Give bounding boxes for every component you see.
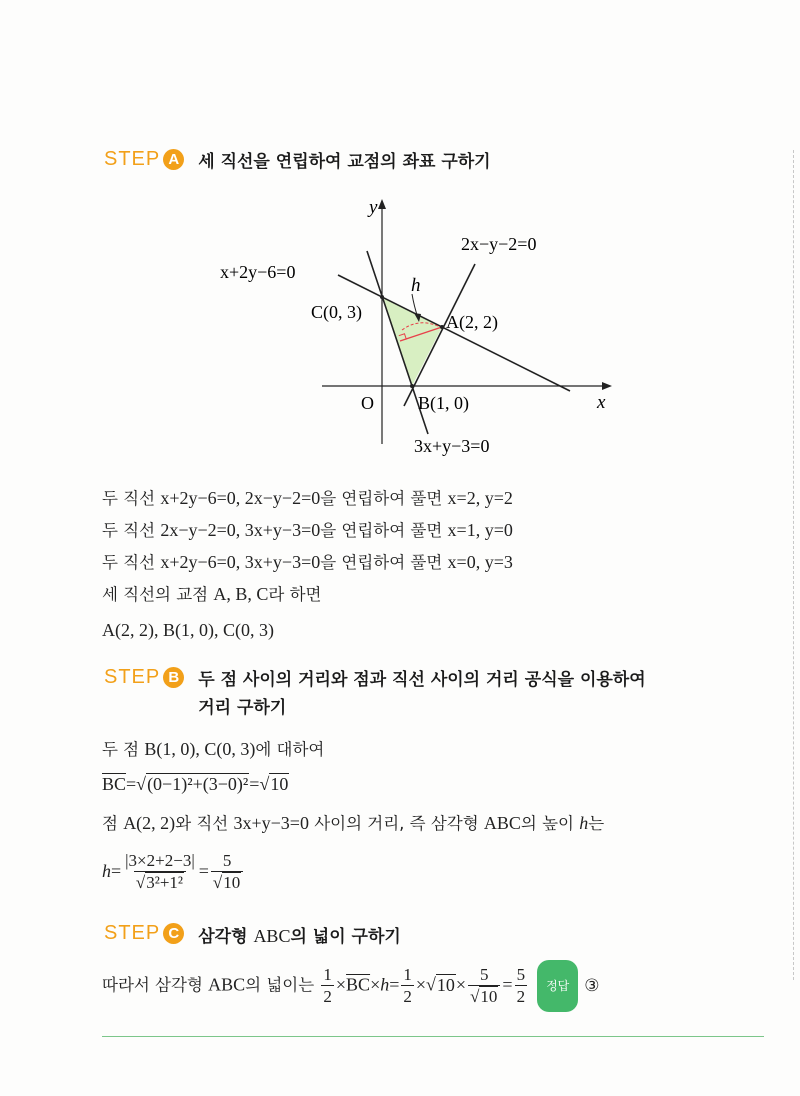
step-b-header bbox=[104, 666, 646, 722]
times: × bbox=[335, 974, 347, 995]
x-axis-arrow bbox=[602, 382, 612, 390]
numerator: 5 bbox=[480, 964, 489, 984]
point-a-label: A(2, 2) bbox=[446, 312, 498, 332]
y-axis-label: y bbox=[369, 197, 378, 218]
answer-badge: 정답 bbox=[537, 960, 578, 1012]
line1-equation-label: x+2y−6=0 bbox=[220, 262, 296, 282]
math-points: B(1, 0), C(0, 3) bbox=[144, 739, 256, 759]
text: 라 하면 bbox=[268, 585, 322, 604]
text: 두 직선 bbox=[102, 489, 161, 508]
equals: = bbox=[389, 974, 400, 995]
area-result-fraction bbox=[515, 965, 528, 1008]
text: 두 직선 bbox=[102, 553, 161, 572]
radicand: 10 bbox=[436, 974, 455, 995]
denominator: 2 bbox=[516, 986, 526, 1006]
text: 의 넓이는 bbox=[245, 975, 320, 995]
line2-equation-label: 2x−y−2=0 bbox=[461, 234, 537, 254]
math-result: x=2, y=2 bbox=[447, 488, 513, 508]
numerator: |3×2+2−3| bbox=[125, 851, 195, 870]
step-c-title bbox=[198, 922, 401, 951]
step-a-tag bbox=[104, 148, 184, 171]
segment-bc: $\overline{BC}$ bbox=[102, 774, 127, 794]
point-b-label: B(1, 0) bbox=[418, 393, 469, 413]
text: 점 bbox=[102, 814, 124, 833]
equals: = bbox=[198, 861, 209, 881]
math-points: A, B, C bbox=[213, 584, 269, 604]
text: 의 넓이 구하기 bbox=[290, 927, 401, 947]
step-a-line-5 bbox=[102, 619, 274, 642]
math-point-a: A(2, 2) bbox=[123, 813, 176, 833]
step-b-tag bbox=[104, 666, 184, 689]
equals: = bbox=[502, 974, 513, 995]
text: 을 연립하여 풀면 bbox=[320, 521, 448, 540]
math-result: x=1, y=0 bbox=[447, 520, 513, 540]
denominator: √3²+1² bbox=[134, 871, 186, 894]
denominator: √10 bbox=[468, 985, 500, 1008]
radicand: (0−1)²+(3−0)² bbox=[147, 774, 249, 794]
text: 따라서 삼각형 bbox=[102, 975, 209, 995]
point-c-dot bbox=[380, 295, 384, 299]
text: 을 연립하여 풀면 bbox=[320, 553, 448, 572]
numerator: 1 bbox=[403, 964, 412, 984]
numerator: 5 bbox=[516, 964, 526, 984]
x-axis-label: x bbox=[597, 392, 606, 413]
y-axis-arrow bbox=[378, 199, 386, 209]
equals: = bbox=[111, 861, 122, 881]
step-b-title-line1: 두 점 사이의 거리와 점과 직선 사이의 거리 공식을 이용하여 bbox=[198, 670, 646, 690]
step-word: STEP bbox=[104, 666, 161, 688]
step-c-tag bbox=[104, 922, 184, 945]
denominator: 2 bbox=[323, 986, 332, 1006]
math-h: h bbox=[380, 974, 390, 995]
math-equations: x+2y−6=0, 3x+y−3=0 bbox=[160, 552, 321, 572]
h-label: h bbox=[411, 275, 421, 296]
numerator: 1 bbox=[323, 964, 332, 984]
radicand: 3²+1² bbox=[146, 873, 183, 892]
text: 의 높이 bbox=[520, 814, 580, 833]
step-c-header bbox=[104, 922, 401, 951]
times: × bbox=[370, 974, 381, 995]
text: 두 직선 bbox=[102, 521, 161, 540]
half-fraction bbox=[401, 965, 414, 1008]
sqrt-10: √10 bbox=[259, 774, 289, 794]
math-abc: ABC bbox=[253, 926, 291, 946]
segment-bc: $\overline{BC}$ bbox=[346, 974, 371, 995]
math-equations: x+2y−6=0, 2x−y−2=0 bbox=[160, 488, 321, 508]
text: 에 대하여 bbox=[255, 740, 325, 759]
denominator: 2 bbox=[403, 986, 412, 1006]
radicand: 10 bbox=[480, 986, 498, 1006]
numerator: 5 bbox=[222, 851, 232, 870]
line3-equation-label: 3x+y−3=0 bbox=[414, 436, 490, 456]
height-result-fraction bbox=[211, 851, 243, 894]
step-a-line-2 bbox=[102, 519, 513, 542]
denominator: √10 bbox=[211, 871, 243, 894]
text: 사이의 거리, 즉 삼각형 bbox=[308, 814, 484, 833]
step-a-header bbox=[104, 148, 491, 176]
step-letter-badge: C bbox=[163, 923, 184, 944]
step-b-line-3 bbox=[102, 812, 604, 835]
height-fraction bbox=[123, 851, 197, 894]
math-result: x=0, y=3 bbox=[447, 552, 513, 572]
point-c-label: C(0, 3) bbox=[311, 302, 362, 322]
math-h: h bbox=[579, 813, 589, 833]
text: 삼각형 bbox=[198, 927, 254, 947]
point-a-dot bbox=[440, 325, 444, 329]
times: × bbox=[415, 974, 427, 995]
text: 두 점 bbox=[102, 740, 145, 759]
step-word: STEP bbox=[104, 922, 161, 944]
origin-label: O bbox=[361, 393, 374, 413]
step-letter-badge: A bbox=[163, 149, 184, 170]
text: 을 연립하여 풀면 bbox=[320, 489, 448, 508]
math-abc: ABC bbox=[208, 974, 246, 995]
equals: = bbox=[249, 774, 260, 794]
step-word: STEP bbox=[104, 148, 161, 170]
step-a-line-4 bbox=[102, 583, 321, 606]
radicand: 10 bbox=[223, 873, 241, 892]
height-result-fraction bbox=[468, 965, 500, 1008]
coordinate-graph bbox=[200, 185, 630, 465]
line-x-plus-2y bbox=[338, 275, 570, 391]
step-b-line-1 bbox=[102, 738, 324, 761]
radicand: 10 bbox=[270, 774, 289, 794]
step-a-line-3 bbox=[102, 551, 513, 574]
step-b-title-line2: 거리 구하기 bbox=[198, 698, 287, 718]
math-line: 3x+y−3=0 bbox=[233, 813, 309, 833]
answer-choice: ③ bbox=[584, 976, 600, 996]
text: 와 직선 bbox=[175, 814, 234, 833]
math-h: h bbox=[102, 861, 111, 881]
half-fraction bbox=[321, 965, 334, 1008]
step-b-title bbox=[198, 666, 645, 722]
sqrt-expression: √(0−1)²+(3−0)² bbox=[136, 774, 249, 794]
times: × bbox=[455, 974, 467, 995]
page-edge-guide bbox=[793, 150, 794, 980]
triangle-abc bbox=[382, 297, 442, 386]
point-b-dot bbox=[410, 384, 414, 388]
step-a-title: 세 직선을 연립하여 교점의 좌표 구하기 bbox=[198, 152, 491, 172]
math-equations: 2x−y−2=0, 3x+y−3=0 bbox=[160, 520, 321, 540]
equals: = bbox=[126, 774, 137, 794]
step-a-line-1 bbox=[102, 487, 513, 510]
math-abc: ABC bbox=[483, 813, 521, 833]
step-letter-badge: B bbox=[163, 667, 184, 688]
step-b-height-formula bbox=[102, 847, 245, 896]
step-b-distance-formula bbox=[102, 773, 289, 796]
bottom-divider bbox=[102, 1036, 764, 1037]
sqrt-10: √10 bbox=[426, 974, 455, 995]
text: 는 bbox=[588, 814, 605, 833]
text: 세 직선의 교점 bbox=[102, 585, 214, 604]
step-c-area-formula bbox=[102, 960, 600, 1012]
math-coordinates: A(2, 2), B(1, 0), C(0, 3) bbox=[102, 620, 274, 640]
